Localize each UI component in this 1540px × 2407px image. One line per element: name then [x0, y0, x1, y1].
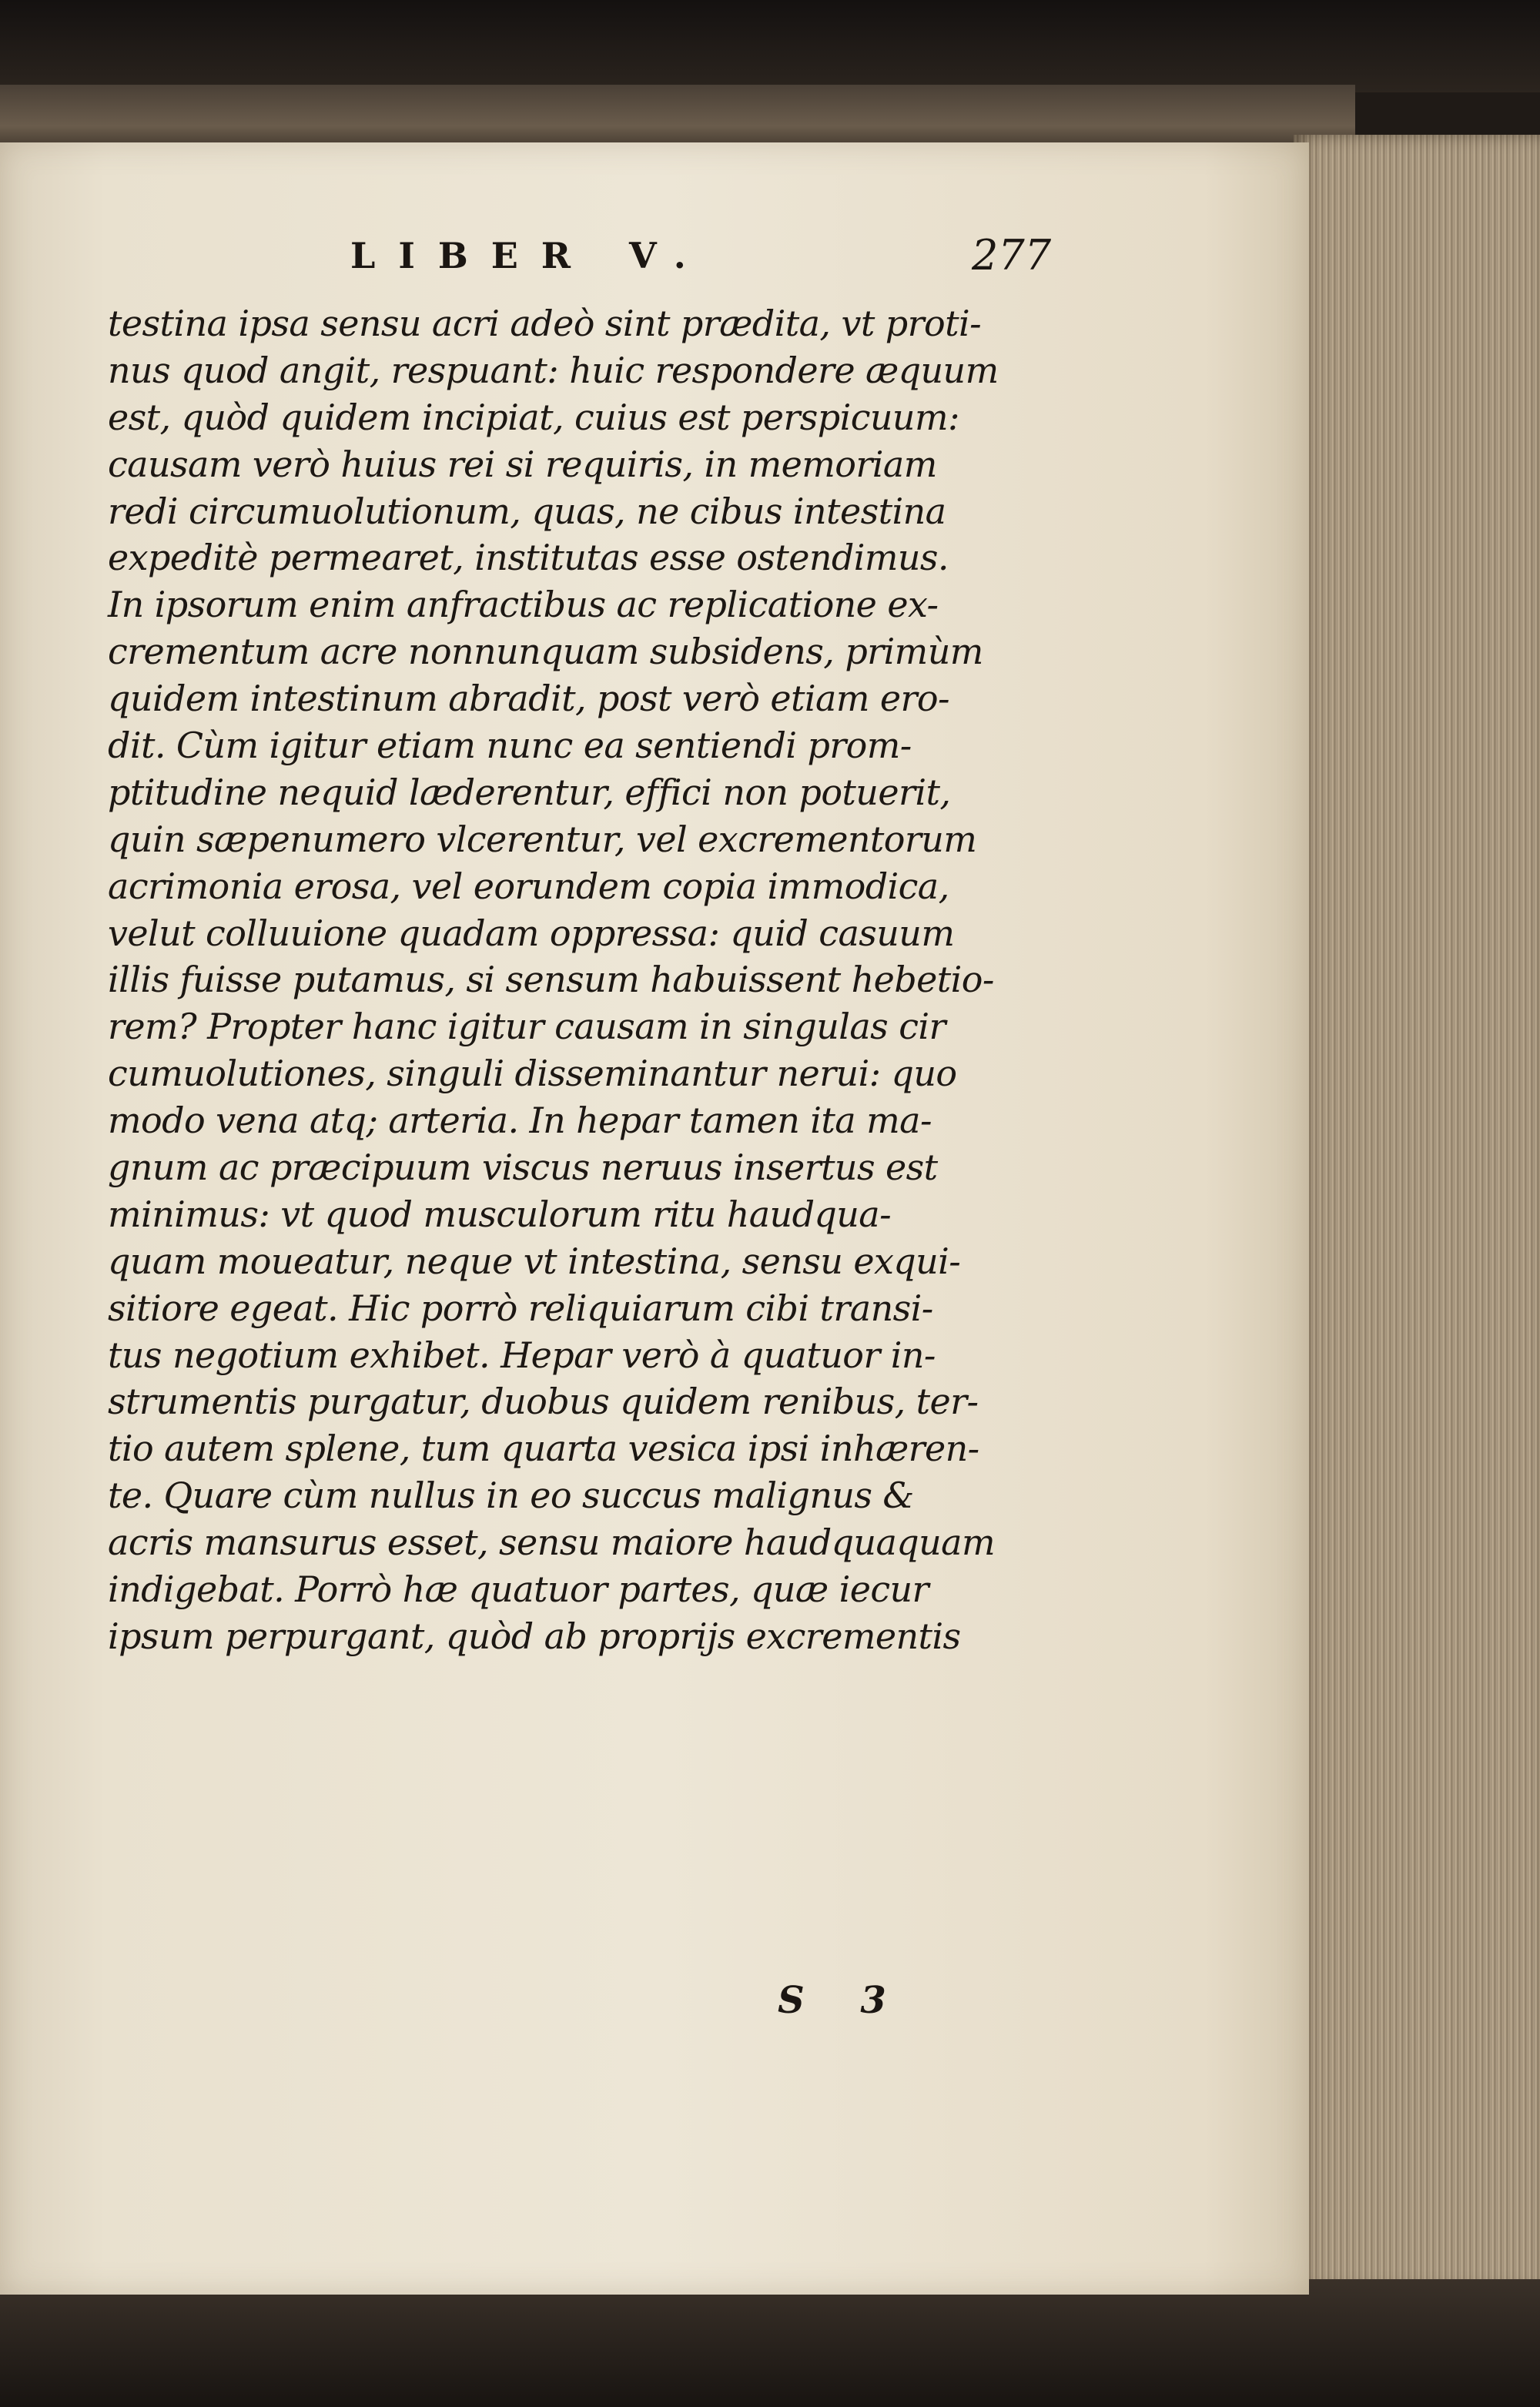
book-page-edges: [1294, 135, 1540, 2291]
text-line: acrimonia erosa, vel eorundem copia immodica,: [108, 865, 949, 907]
text-line: nus quod angit, respuant: huic respondere æquum: [108, 349, 999, 391]
text-line: acris mansurus esset, sensu maiore haudquaquam: [108, 1522, 995, 1564]
text-line: est, quòd quidem incipiat, cuius est perspicuum:: [108, 396, 959, 438]
text-line: redi circumuolutionum, quas, ne cibus intestina: [108, 490, 946, 532]
text-line: quam moueatur, neque vt intestina, sensu exqui-: [108, 1240, 961, 1282]
text-line: causam verò huius rei si requiris, in memoriam: [108, 443, 937, 485]
text-line: expeditè permearet, institutas esse ostendimus.: [108, 537, 949, 579]
text-line: sitiore egeat. Hic porrò reliquiarum cibi transi-: [108, 1287, 933, 1329]
text-line: indigebat. Porrò hæ quatuor partes, quæ iecur: [108, 1568, 929, 1611]
text-line: testina ipsa sensu acri adeò sint prædita, vt proti-: [108, 303, 982, 344]
text-line: In ipsorum enim anfractibus ac replicatione ex-: [108, 584, 939, 626]
text-line: ptitudine nequid læderentur, effici non potuerit,: [108, 771, 951, 813]
text-line: ipsum perpurgant, quòd ab proprijs excrementis: [108, 1615, 961, 1657]
text-line: velut colluuione quadam oppressa: quid casuum: [108, 912, 955, 954]
text-line: gnum ac præcipuum viscus neruus insertus est: [108, 1147, 938, 1189]
text-line: strumentis purgatur, duobus quidem renibus, ter-: [108, 1381, 979, 1423]
page-number: 277: [972, 231, 1052, 280]
text-line: rem? Propter hanc igitur causam in singulas cir: [108, 1006, 946, 1048]
text-line: te. Quare cùm nullus in eo succus malignus &: [108, 1475, 914, 1517]
text-line: illis fuisse putamus, si sensum habuissent hebetio-: [108, 959, 994, 1001]
scan-backdrop-bottom: [0, 2279, 1540, 2407]
text-line: tio autem splene, tum quarta vesica ipsi inhæren-: [108, 1428, 979, 1470]
text-line: quidem intestinum abradit, post verò etiam ero-: [108, 678, 949, 720]
text-line: dit. Cùm igitur etiam nunc ea sentiendi prom-: [108, 725, 912, 767]
text-line: cumuolutiones, singuli disseminantur nerui: quo: [108, 1053, 957, 1095]
text-line: crementum acre nonnunquam subsidens, primùm: [108, 631, 983, 673]
scan-backdrop-top: [0, 0, 1540, 92]
running-head: LIBER V.: [350, 235, 709, 276]
body-text: [108, 300, 1032, 1660]
text-line: modo vena atq; arteria. In hepar tamen ita ma-: [108, 1100, 932, 1142]
text-line: tus negotium exhibet. Hepar verò à quatuor in-: [108, 1334, 936, 1376]
text-line: minimus: vt quod musculorum ritu haudqua-: [108, 1193, 892, 1235]
signature-mark: S 3: [778, 1979, 908, 2022]
text-line: quin sæpenumero vlcerentur, vel excrementorum: [108, 818, 977, 860]
